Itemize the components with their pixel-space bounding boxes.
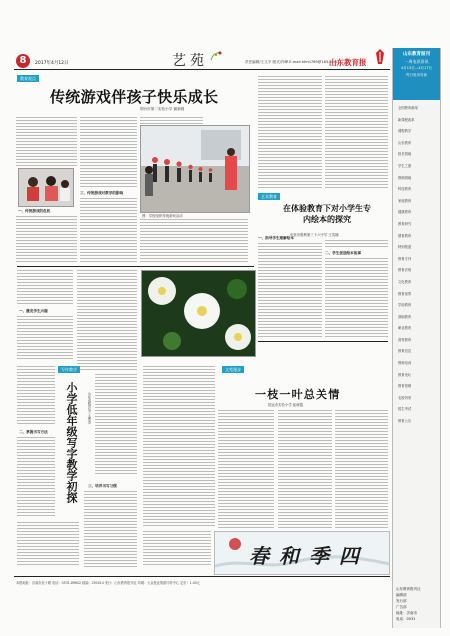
photo-caption: 图：学校组织传统游戏活动 <box>142 214 183 218</box>
sidebar-item[interactable]: 科技教育 <box>398 187 412 192</box>
headline-writing: 小学低年级写字教学初探 <box>65 382 78 503</box>
footer-rule <box>14 576 390 577</box>
page-number-badge <box>16 54 30 68</box>
sidebar-item[interactable]: 新课程改革 <box>398 117 415 122</box>
sidebar-line: 一周电讯资讯 <box>404 59 429 64</box>
footer-text: 本报地址：济南市经十路 电话：0531-89602 邮编：250014 发行：山东教育报刊社 印刷：大众报业集团印务中心 定价：1.00元 <box>16 581 200 585</box>
body-text <box>325 240 388 248</box>
body-text <box>143 366 215 526</box>
sidebar-header <box>393 48 440 100</box>
sidebar-item[interactable]: 健康教育 <box>398 210 412 215</box>
sidebar-item[interactable]: 教育信息 <box>398 349 412 354</box>
body-text <box>258 243 322 337</box>
subhead: 三、培养书写习惯 <box>88 484 117 488</box>
issue-date: 2017年4月12日 <box>35 61 69 66</box>
section-label-leaf: 文苑漫步 <box>222 366 244 373</box>
body-text <box>17 316 73 361</box>
masthead-logo: 山东教育报 <box>329 58 367 67</box>
sidebar-item[interactable]: 教育视界 <box>398 291 412 296</box>
sidebar-item[interactable]: 基础教育 <box>398 314 412 319</box>
sidebar-item[interactable]: 教育法规 <box>398 268 412 273</box>
sidebar-item[interactable]: 课程教学 <box>398 129 412 134</box>
sidebar-item[interactable]: 招生考试 <box>398 407 412 412</box>
sidebar-item[interactable]: 名校风采 <box>398 395 412 400</box>
sidebar-item[interactable]: 特别报道 <box>398 245 412 250</box>
sidebar-item[interactable]: 教育公告 <box>398 419 412 424</box>
sidebar <box>392 48 441 628</box>
body-text <box>143 531 211 567</box>
sidebar-line: 山东教育报刊 <box>403 52 430 57</box>
sidebar-item[interactable]: 学前教育 <box>398 303 412 308</box>
subhead: 二、学生创造绘本故事 <box>325 251 361 255</box>
calligraphy-text: 春和季四 <box>249 544 369 568</box>
body-text <box>16 216 77 262</box>
body-text <box>17 522 79 567</box>
body-text <box>80 168 137 188</box>
sidebar-item[interactable]: 全国教育新闻 <box>398 106 418 110</box>
sidebar-footer <box>396 586 437 622</box>
page-number: 8 <box>19 55 27 66</box>
header-rule <box>14 69 390 70</box>
sidebar-footer-line: 发行部 <box>396 599 407 603</box>
sidebar-footer-line: 山东教育报刊社 <box>396 587 421 591</box>
sidebar-item[interactable]: 高等教育 <box>398 337 412 342</box>
sidebar-item[interactable]: 教育研究 <box>398 221 412 226</box>
calligraphy-banner <box>214 531 390 575</box>
sidebar-item[interactable]: 学生之窗 <box>398 163 412 168</box>
headline-game: 传统游戏伴孩子快乐成长 <box>50 88 219 106</box>
body-text <box>84 491 137 567</box>
body-text <box>17 366 55 426</box>
body-text <box>77 270 137 370</box>
byline-art: 东营市胜利第三十六中学 王英娜 <box>290 233 339 237</box>
byline-game: 烟台市第二实验小学 蒲新刚 <box>140 107 185 111</box>
sidebar-footer-line: 广告部 <box>396 605 407 609</box>
editor-info: 责任编辑/王文平 版式/许峰 E-mail:hhnh789@163.com <box>245 60 337 64</box>
body-text <box>258 76 322 188</box>
headline-leaf: 一枝一叶总关情 <box>255 388 341 401</box>
sidebar-line: 每日电讯导读 <box>406 73 427 77</box>
body-text <box>95 374 137 474</box>
sidebar-footer-line: 电话：0531 <box>396 617 416 621</box>
section-title: 艺苑 <box>172 53 208 69</box>
flowers-photo <box>141 270 256 357</box>
sidebar-item[interactable]: 山东教育 <box>398 140 412 145</box>
column-rule <box>17 266 254 267</box>
sidebar-item[interactable]: 教育专刊 <box>398 256 412 261</box>
sidebar-item[interactable]: 教师园地 <box>398 175 412 180</box>
sidebar-list <box>393 100 440 428</box>
body-text <box>17 270 73 306</box>
sidebar-item[interactable]: 职业教育 <box>398 326 412 331</box>
sidebar-footer-line: 地址：济南市 <box>396 611 417 615</box>
flower-ornament <box>210 46 222 56</box>
sidebar-item[interactable]: 德育教育 <box>398 233 412 238</box>
sidebar-footer-line: 编辑部 <box>396 593 407 597</box>
playground-photo <box>140 125 250 213</box>
body-text <box>325 258 388 337</box>
sidebar-item[interactable]: 教师培训 <box>398 361 412 366</box>
sidebar-line: 4月13日—4月17日 <box>401 66 432 70</box>
sidebar-item[interactable]: 教育管理 <box>398 384 412 389</box>
headline-art: 在体验教育下对小学生专内绘本的探究 <box>283 203 371 224</box>
masthead-seal-icon <box>374 48 386 65</box>
body-text <box>218 410 274 528</box>
section-label-art: 艺术教育 <box>258 193 280 200</box>
subhead: 二、掌握书写方法 <box>19 430 48 434</box>
column-rule <box>258 341 388 342</box>
section-label-game: 教育视点 <box>17 75 39 82</box>
byline-leaf: 招远市实验小学 崔晓霞 <box>268 403 303 407</box>
subhead: 一、指导学生理解绘本 <box>258 236 294 240</box>
sidebar-item[interactable]: 校长园地 <box>398 152 412 157</box>
children-photo <box>18 168 74 207</box>
subhead: 一、传统游戏的危机 <box>18 209 51 213</box>
subhead: 一、激发学生兴趣 <box>19 309 48 313</box>
body-text <box>335 410 388 528</box>
body-text <box>80 117 137 166</box>
sidebar-item[interactable]: 家庭教育 <box>398 198 412 203</box>
body-text <box>16 117 77 166</box>
subhead: 三、传统游戏对教学的影响 <box>80 191 124 195</box>
sidebar-item[interactable]: 教育论坛 <box>398 372 412 377</box>
body-text <box>140 219 248 262</box>
sidebar-item[interactable]: 文化教育 <box>398 279 412 284</box>
byline-writing: 山东省临沂市 王俊杰 <box>87 392 91 424</box>
body-text <box>278 410 332 528</box>
body-text <box>80 198 137 262</box>
section-label-writing: 写作教学 <box>58 366 80 373</box>
body-text <box>17 437 55 517</box>
body-text <box>325 76 388 188</box>
